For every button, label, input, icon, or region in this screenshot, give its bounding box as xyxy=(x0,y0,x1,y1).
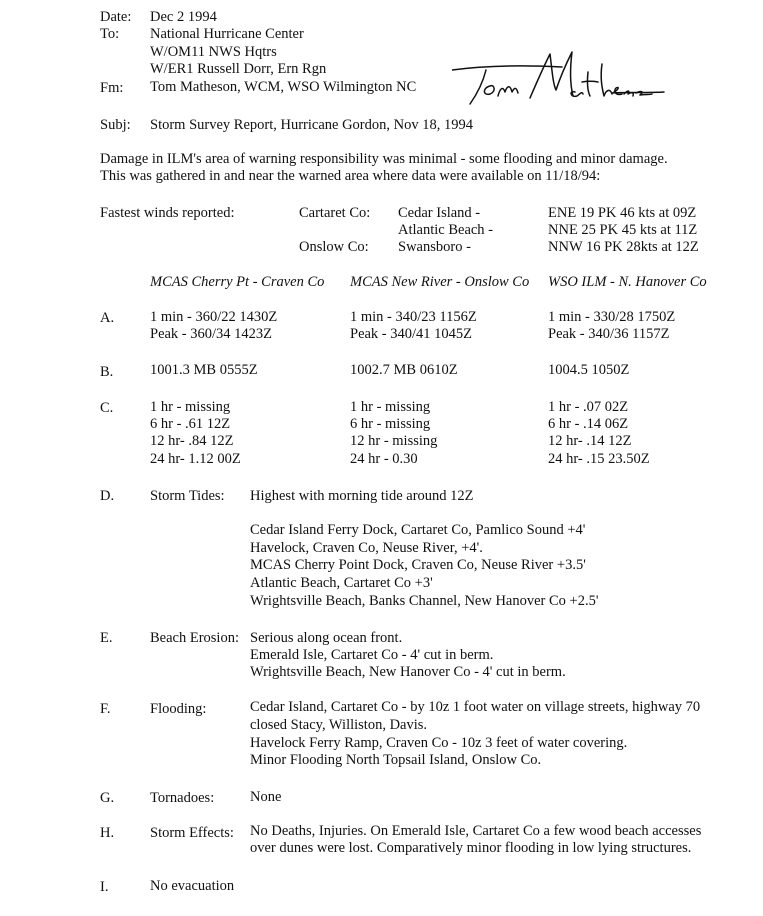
intro-line: This was gathered in and near the warned area where data were available on 11/18/94: xyxy=(100,168,601,184)
fastest-winds-label: Fastest winds reported: xyxy=(100,205,235,221)
intro-line: Damage in ILM's area of warning responsibility was minimal - some flooding and minor damage. xyxy=(100,151,668,167)
storm-tide-line: Cedar Island Ferry Dock, Cartaret Co, Pamlico Sound +4' xyxy=(250,522,586,538)
wind-county: Onslow Co: xyxy=(299,239,369,255)
to-recipient: W/OM11 NWS Hqtrs xyxy=(150,44,277,60)
wind-reading: Peak - 340/36 1157Z xyxy=(548,326,670,342)
storm-tide-line: MCAS Cherry Point Dock, Craven Co, Neuse River +3.5' xyxy=(250,557,586,573)
rainfall-reading: 1 hr - .07 02Z xyxy=(548,399,629,415)
rainfall-reading: 6 hr - .61 12Z xyxy=(150,416,231,432)
station-header: MCAS New River - Onslow Co xyxy=(350,274,530,290)
subject-label: Subj: xyxy=(100,117,131,133)
flooding-line: closed Stacy, Williston, Davis. xyxy=(250,717,428,733)
beach-erosion-line: Serious along ocean front. xyxy=(250,630,403,646)
rainfall-reading: 12 hr - missing xyxy=(350,433,438,449)
rainfall-reading: 12 hr- .14 12Z xyxy=(548,433,632,449)
section-letter: G. xyxy=(100,790,115,806)
section-letter: B. xyxy=(100,364,114,380)
section-letter: F. xyxy=(100,701,111,717)
from-value: Tom Matheson, WCM, WSO Wilmington NC xyxy=(150,79,417,95)
flooding-line: Havelock Ferry Ramp, Craven Co - 10z 3 feet of water covering. xyxy=(250,735,628,751)
wind-location: Cedar Island - xyxy=(398,205,481,221)
section-label: Beach Erosion: xyxy=(150,630,239,646)
station-header: WSO ILM - N. Hanover Co xyxy=(548,274,707,290)
wind-reading: 1 min - 360/22 1430Z xyxy=(150,309,278,325)
handwritten-signature xyxy=(452,46,667,110)
storm-tide-line: Havelock, Craven Co, Neuse River, +4'. xyxy=(250,540,483,556)
flooding-line: Cedar Island, Cartaret Co - by 10z 1 foot water on village streets, highway 70 xyxy=(250,699,701,715)
wind-value: NNW 16 PK 28kts at 12Z xyxy=(548,239,699,255)
section-letter: A. xyxy=(100,310,115,326)
wind-location: Atlantic Beach - xyxy=(398,222,494,238)
section-label: Storm Tides: xyxy=(150,488,225,504)
rainfall-reading: 6 hr - missing xyxy=(350,416,431,432)
station-header: MCAS Cherry Pt - Craven Co xyxy=(150,274,325,290)
tornadoes-value: None xyxy=(250,789,282,805)
wind-location: Swansboro - xyxy=(398,239,471,255)
section-letter: D. xyxy=(100,488,115,504)
storm-tide-summary: Highest with morning tide around 12Z xyxy=(250,488,474,504)
section-letter: C. xyxy=(100,400,114,416)
date-value: Dec 2 1994 xyxy=(150,9,217,25)
wind-reading: Peak - 340/41 1045Z xyxy=(350,326,473,342)
to-recipient: National Hurricane Center xyxy=(150,26,304,42)
storm-tide-line: Atlantic Beach, Cartaret Co +3' xyxy=(250,575,433,591)
wind-reading: 1 min - 340/23 1156Z xyxy=(350,309,477,325)
section-label: Storm Effects: xyxy=(150,825,234,841)
pressure-reading: 1002.7 MB 0610Z xyxy=(350,362,458,378)
storm-effects-line: No Deaths, Injuries. On Emerald Isle, Cartaret Co a few wood beach accesses xyxy=(250,823,702,839)
rainfall-reading: 12 hr- .84 12Z xyxy=(150,433,234,449)
beach-erosion-line: Emerald Isle, Cartaret Co - 4' cut in berm. xyxy=(250,647,494,663)
section-label: Tornadoes: xyxy=(150,790,215,806)
to-recipient: W/ER1 Russell Dorr, Ern Rgn xyxy=(150,61,327,77)
from-label: Fm: xyxy=(100,80,124,96)
section-letter: I. xyxy=(100,879,109,895)
wind-reading: 1 min - 330/28 1750Z xyxy=(548,309,676,325)
wind-county: Cartaret Co: xyxy=(299,205,371,221)
storm-effects-line: over dunes were lost. Comparatively minor flooding in low lying structures. xyxy=(250,840,692,856)
rainfall-reading: 24 hr - 0.30 xyxy=(350,451,418,467)
flooding-line: Minor Flooding North Topsail Island, Onslow Co. xyxy=(250,752,542,768)
rainfall-reading: 6 hr - .14 06Z xyxy=(548,416,629,432)
wind-value: NNE 25 PK 45 kts at 11Z xyxy=(548,222,698,238)
rainfall-reading: 24 hr- .15 23.50Z xyxy=(548,451,650,467)
subject-value: Storm Survey Report, Hurricane Gordon, Nov 18, 1994 xyxy=(150,117,473,133)
wind-reading: Peak - 360/34 1423Z xyxy=(150,326,273,342)
section-letter: E. xyxy=(100,630,113,646)
to-label: To: xyxy=(100,26,120,42)
pressure-reading: 1001.3 MB 0555Z xyxy=(150,362,258,378)
storm-tide-line: Wrightsville Beach, Banks Channel, New Hanover Co +2.5' xyxy=(250,593,599,609)
evacuation-value: No evacuation xyxy=(150,878,235,894)
section-letter: H. xyxy=(100,825,115,841)
rainfall-reading: 24 hr- 1.12 00Z xyxy=(150,451,241,467)
rainfall-reading: 1 hr - missing xyxy=(150,399,231,415)
beach-erosion-line: Wrightsville Beach, New Hanover Co - 4' cut in berm. xyxy=(250,664,566,680)
date-label: Date: xyxy=(100,9,132,25)
wind-value: ENE 19 PK 46 kts at 09Z xyxy=(548,205,697,221)
section-label: Flooding: xyxy=(150,701,207,717)
rainfall-reading: 1 hr - missing xyxy=(350,399,431,415)
pressure-reading: 1004.5 1050Z xyxy=(548,362,630,378)
